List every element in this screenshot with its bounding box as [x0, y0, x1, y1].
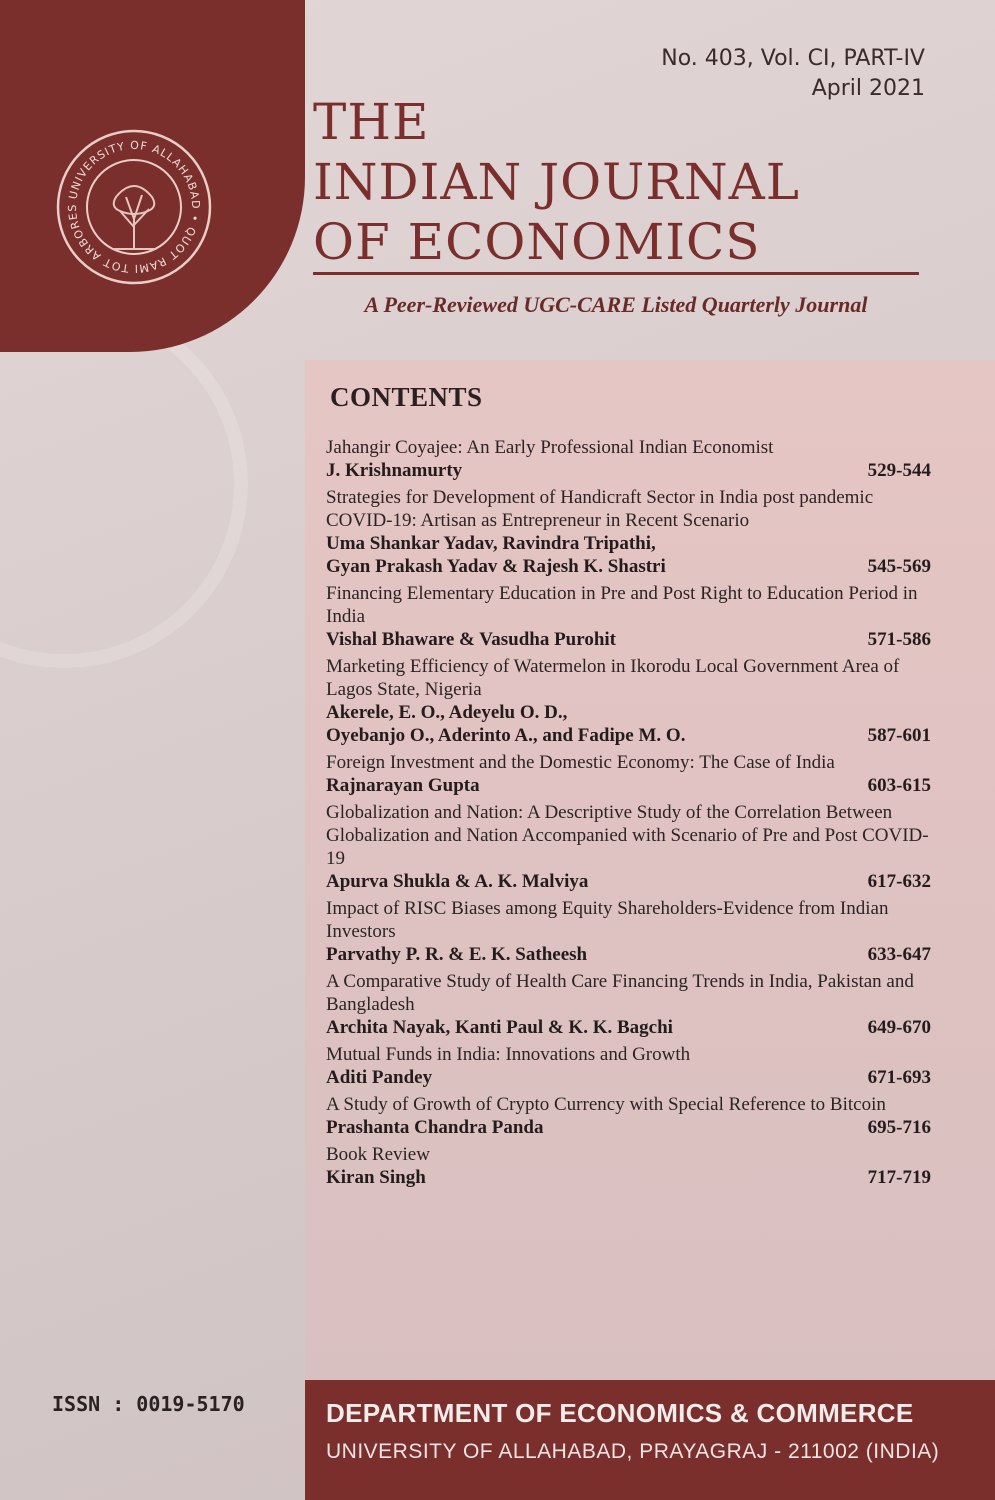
toc-entry	[326, 1143, 931, 1189]
table-of-contents	[326, 436, 931, 1193]
issue-date: April 2021	[811, 76, 925, 101]
title-line: OF ECONOMICS	[313, 213, 761, 271]
article-pages: 717-719	[867, 1167, 931, 1188]
article-title: Foreign Investment and the Domestic Economy: The Case of India	[326, 752, 835, 773]
article-authors: Uma Shankar Yadav, Ravindra Tripathi,	[326, 533, 656, 554]
issue-number: No. 403, Vol. CI, PART-IV	[661, 46, 925, 71]
article-authors: Apurva Shukla & A. K. Malviya	[326, 871, 589, 892]
article-pages: 587-601	[867, 725, 931, 746]
toc-entry	[326, 655, 931, 747]
article-pages: 633-647	[867, 944, 931, 965]
article-authors: Prashanta Chandra Panda	[326, 1117, 544, 1138]
university-seal-icon	[54, 127, 214, 287]
article-title: Financing Elementary Education in Pre and Post Right to Education Period in India	[326, 583, 918, 627]
toc-entry	[326, 970, 931, 1039]
department-name: DEPARTMENT OF ECONOMICS & COMMERCE	[326, 1398, 914, 1428]
article-authors: Kiran Singh	[326, 1167, 426, 1188]
toc-entry	[326, 436, 931, 482]
issn-number: ISSN : 0019-5170	[52, 1392, 245, 1416]
toc-entry	[326, 582, 931, 651]
article-title: Globalization and Nation: A Descriptive Study of the Correlation Between Globalization and Nation Accompanied with Scenario of Pre and Post COVID-19	[326, 802, 929, 869]
article-pages: 603-615	[867, 775, 931, 796]
article-authors: Akerele, E. O., Adeyelu O. D.,	[326, 702, 568, 723]
article-pages: 671-693	[867, 1067, 931, 1088]
article-title: Jahangir Coyajee: An Early Professional Indian Economist	[326, 437, 774, 458]
article-authors: Gyan Prakash Yadav & Rajesh K. Shastri	[326, 556, 666, 577]
article-title: A Comparative Study of Health Care Financing Trends in India, Pakistan and Bangladesh	[326, 971, 914, 1015]
article-title: Impact of RISC Biases among Equity Shareholders-Evidence from Indian Investors	[326, 898, 889, 942]
article-title: A Study of Growth of Crypto Currency with Special Reference to Bitcoin	[326, 1094, 886, 1115]
article-title: Marketing Efficiency of Watermelon in Ikorodu Local Government Area of Lagos State, Nigeria	[326, 656, 900, 700]
article-pages: 695-716	[867, 1117, 931, 1138]
title-line: THE	[313, 93, 430, 151]
article-title: Mutual Funds in India: Innovations and Growth	[326, 1044, 691, 1065]
contents-heading: CONTENTS	[330, 382, 483, 412]
journal-title	[313, 92, 800, 272]
article-pages: 649-670	[867, 1017, 931, 1038]
journal-subtitle: A Peer-Reviewed UGC-CARE Listed Quarterly Journal	[364, 292, 868, 317]
article-title: Strategies for Development of Handicraft Sector in India post pandemic COVID-19: Artisan as Entrepreneur in Recent Scenario	[326, 487, 874, 531]
article-authors: Aditi Pandey	[326, 1067, 433, 1088]
article-authors: Archita Nayak, Kanti Paul & K. K. Bagchi	[326, 1017, 673, 1038]
article-pages: 529-544	[867, 460, 931, 481]
article-authors: Oyebanjo O., Aderinto A., and Fadipe M. O.	[326, 725, 686, 746]
article-pages: 571-586	[867, 629, 931, 650]
article-authors: Vishal Bhaware & Vasudha Purohit	[326, 629, 617, 650]
toc-entry	[326, 1093, 931, 1139]
toc-entry	[326, 1043, 931, 1089]
article-pages: 545-569	[867, 556, 931, 577]
university-address: UNIVERSITY OF ALLAHABAD, PRAYAGRAJ - 211002 (INDIA)	[326, 1440, 940, 1463]
article-title: Book Review	[326, 1144, 430, 1165]
article-authors: Rajnarayan Gupta	[326, 775, 480, 796]
article-authors: Parvathy P. R. & E. K. Satheesh	[326, 944, 588, 965]
title-rule	[313, 272, 919, 275]
article-authors: J. Krishnamurty	[326, 460, 463, 481]
article-pages: 617-632	[867, 871, 931, 892]
toc-entry	[326, 486, 931, 578]
title-line: INDIAN JOURNAL	[313, 153, 800, 211]
toc-entry	[326, 897, 931, 966]
seal-ring-text: UNIVERSITY OF ALLAHABAD • QUOT RAMI TOT ARBORES	[65, 138, 203, 276]
toc-entry	[326, 751, 931, 797]
toc-entry	[326, 801, 931, 893]
